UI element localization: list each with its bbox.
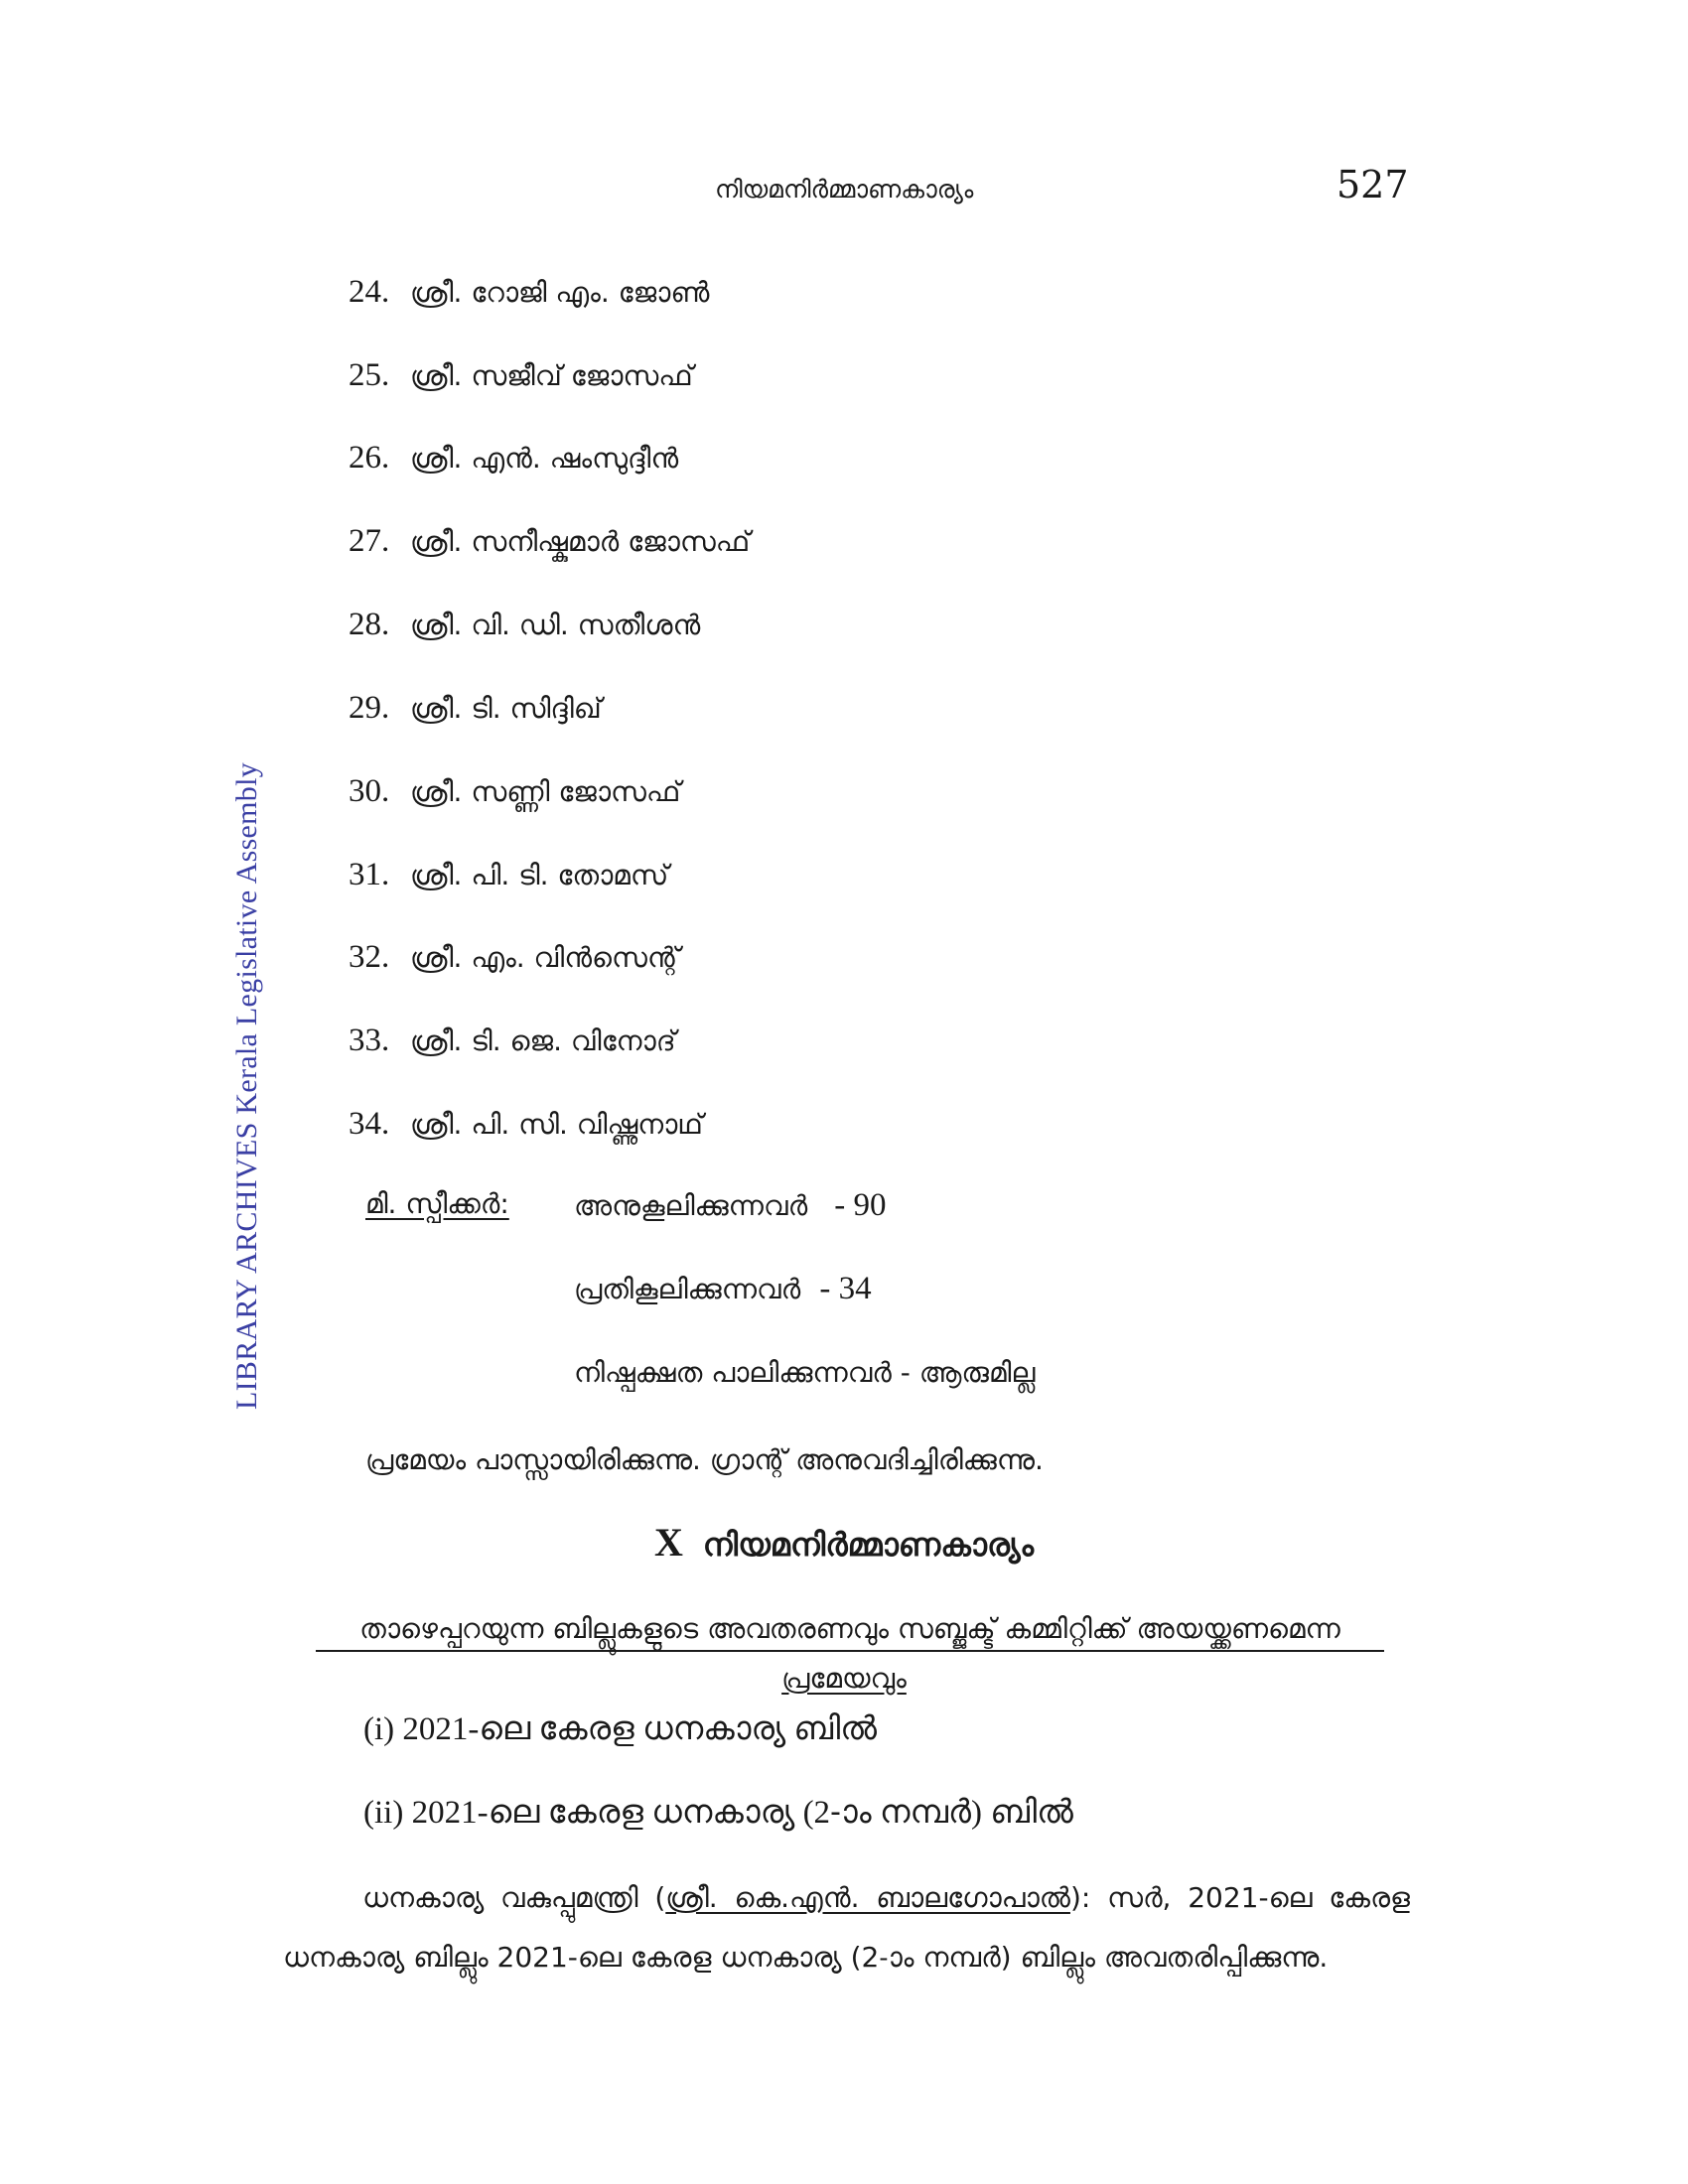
item-number: 30. — [349, 773, 390, 809]
member-name: ശ്രീ. സജീവ് ജോസഫ് — [410, 359, 693, 392]
list-item — [349, 607, 700, 643]
member-name: ശ്രീ. എൻ. ഷംസുദ്ദീൻ — [410, 442, 679, 475]
list-item — [349, 1106, 703, 1143]
item-number: 29. — [349, 690, 390, 726]
noes-value: - 34 — [819, 1271, 872, 1306]
ayes-value: - 90 — [834, 1187, 887, 1223]
member-name: ശ്രീ. സണ്ണി ജോസഫ് — [410, 775, 681, 808]
motion-title-word: പ്രമേയവും — [781, 1662, 907, 1695]
motion-title: താഴെപ്പറയുന്ന ബില്ലുകളുടെ അവതരണവും സബ്ജക്ട് കമ്മിറ്റിക്ക് അയയ്ക്കണമെന്ന — [316, 1612, 1384, 1652]
list-item — [349, 773, 680, 810]
item-number: 28. — [349, 607, 390, 642]
bill-title: 2021-ലെ കേരള ധനകാര്യ ബിൽ — [402, 1711, 878, 1747]
speaker-role: ധനകാര്യ വകുപ്പുമന്ത്രി ( — [362, 1881, 666, 1914]
bill-title: 2021-ലെ കേരള ധനകാര്യ (2-ാം നമ്പർ) ബിൽ — [411, 1795, 1073, 1831]
list-item — [349, 690, 602, 727]
section-heading — [0, 1519, 1688, 1566]
vote-ayes — [574, 1187, 887, 1224]
speech-paragraph — [283, 1868, 1410, 1987]
bill-number: (ii) — [363, 1795, 404, 1831]
item-number: 25. — [349, 357, 390, 393]
motion-result: പ്രമേയം പാസ്സായിരിക്കുന്നു. ഗ്രാന്റ് അനുവദിച്ചിരിക്കുന്നു. — [365, 1443, 1044, 1476]
member-name: ശ്രീ. ടി. സിദ്ദിഖ് — [410, 692, 602, 725]
item-number: 33. — [349, 1023, 390, 1058]
list-item — [349, 523, 750, 560]
member-name: ശ്രീ. ടി. ജെ. വിനോദ് — [410, 1024, 676, 1057]
list-item — [349, 857, 668, 893]
list-item — [349, 274, 710, 311]
speaker-label: മി. സ്പീക്കർ: — [365, 1187, 509, 1220]
speech-text: ): സർ, 2021-ലെ കേരള ധനകാര്യ ബില്ലും 2021-ലെ കേരള ധനകാര്യ (2-ാം നമ്പർ) ബില്ലും അവതരിപ്പിക്കുന്നു. — [283, 1881, 1410, 1974]
motion-title-cont — [0, 1662, 1688, 1696]
list-item — [349, 357, 693, 394]
item-number: 31. — [349, 857, 390, 892]
speaker-name: ശ്രീ. കെ.എൻ. ബാലഗോപാൽ — [665, 1881, 1070, 1914]
archive-watermark: LIBRARY ARCHIVES Kerala Legislative Assembly — [230, 761, 263, 1410]
item-number: 24. — [349, 274, 390, 310]
vote-neutral — [574, 1356, 1035, 1390]
item-number: 26. — [349, 440, 390, 476]
member-name: ശ്രീ. പി. ടി. തോമസ് — [410, 859, 669, 891]
list-item — [349, 1023, 676, 1059]
bill-number: (i) — [363, 1711, 395, 1747]
bill-item — [363, 1795, 1073, 1832]
vote-noes — [574, 1271, 872, 1307]
member-name: ശ്രീ. വി. ഡി. സതീശൻ — [410, 609, 701, 641]
noes-label: പ്രതികൂലിക്കുന്നവർ — [574, 1273, 801, 1305]
member-name: ശ്രീ. പി. സി. വിഷ്ണുനാഥ് — [410, 1108, 703, 1141]
item-number: 34. — [349, 1106, 390, 1142]
member-name: ശ്രീ. റോജി എം. ജോൺ — [410, 276, 710, 309]
section-title: നിയമനിർമ്മാണകാര്യം — [702, 1526, 1035, 1564]
item-number: 32. — [349, 939, 390, 975]
neutral-label: നിഷ്പക്ഷത പാലിക്കുന്നവർ - ആരുമില്ല — [574, 1356, 1036, 1389]
ayes-label: അനുകൂലിക്കുന്നവർ — [574, 1189, 808, 1222]
list-item — [349, 939, 680, 976]
page-number: 527 — [1336, 163, 1409, 206]
member-name: ശ്രീ. എം. വിൻസെന്റ് — [410, 941, 680, 974]
section-number: X — [653, 1520, 683, 1565]
list-item — [349, 440, 678, 477]
member-name: ശ്രീ. സനീഷ്കുമാർ ജോസഫ് — [410, 525, 751, 558]
bill-item — [363, 1711, 877, 1748]
running-header: നിയമനിർമ്മാണകാര്യം — [715, 175, 974, 204]
item-number: 27. — [349, 523, 390, 559]
